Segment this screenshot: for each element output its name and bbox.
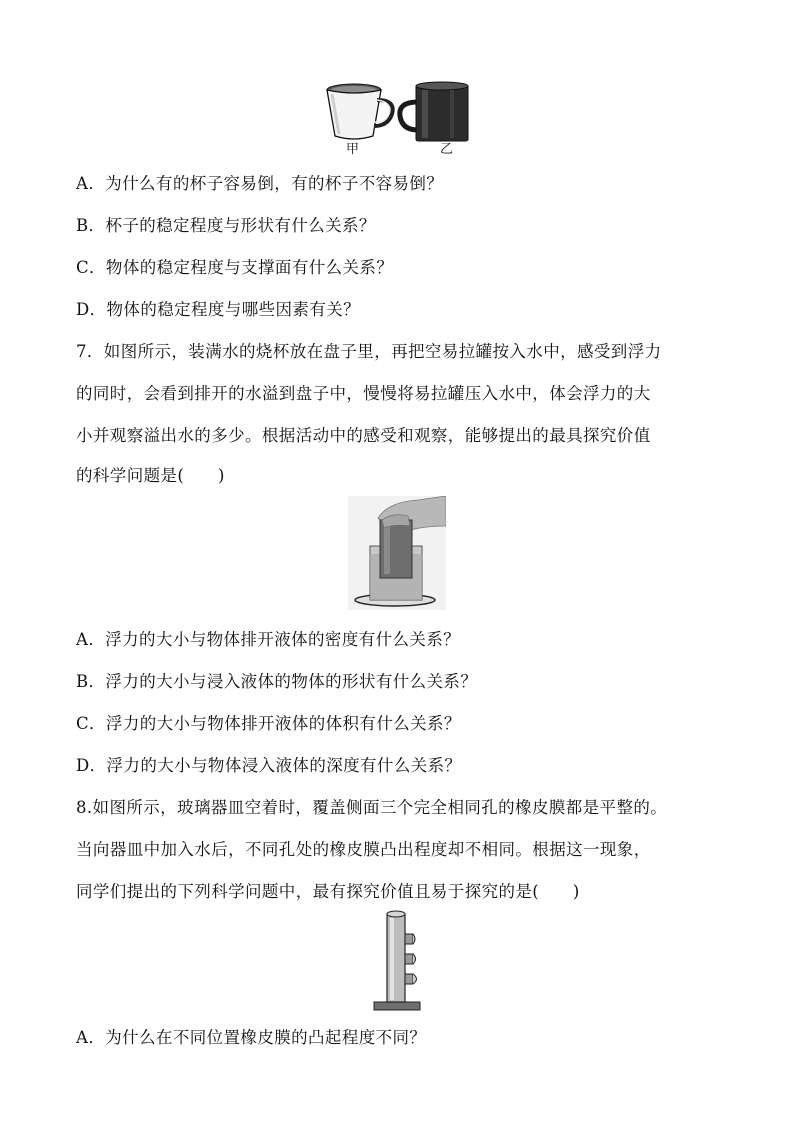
- membrane-top: [405, 934, 415, 944]
- beaker-figure: [348, 496, 446, 610]
- q7-option-c: C．浮力的大小与物体排开液体的体积有什么关系？: [76, 714, 461, 733]
- q6-option-d: D．物体的稳定程度与哪些因素有关？: [76, 300, 361, 319]
- q7-stem-line-3: 小并观察溢出水的多少。根据活动中的感受和观察，能够提出的最具探究价值: [76, 426, 651, 445]
- cups-figure: [322, 80, 472, 156]
- q7-stem-line-1: 7．如图所示，装满水的烧杯放在盘子里，再把空易拉罐按入水中，感受到浮力: [76, 342, 662, 361]
- q7-stem-line-2: 的同时，会看到排开的水溢到盘子中，慢慢将易拉罐压入水中，体会浮力的大: [76, 384, 651, 403]
- membrane-middle: [405, 954, 416, 964]
- tube-illustration: [370, 908, 430, 1012]
- cup-b-label: 乙: [440, 142, 454, 157]
- q7-option-d: D．浮力的大小与物体浸入液体的深度有什么关系？: [76, 756, 462, 775]
- tube-figure: [370, 908, 430, 1012]
- q8-stem-line-3: 同学们提出的下列科学问题中，最有探究价值且易于探究的是( ): [76, 882, 580, 901]
- membrane-bottom: [405, 974, 417, 984]
- cup-a-label: 甲: [346, 142, 360, 157]
- q8-option-a: A．为什么在不同位置橡皮膜的凸起程度不同？: [76, 1028, 427, 1047]
- q7-option-b: B．浮力的大小与浸入液体的物体的形状有什么关系？: [76, 672, 478, 691]
- q6-option-c: C．物体的稳定程度与支撑面有什么关系？: [76, 258, 394, 277]
- q6-option-a: A．为什么有的杯子容易倒，有的杯子不容易倒？: [76, 174, 444, 193]
- q8-stem-line-2: 当向器皿中加入水后，不同孔处的橡皮膜凸出程度却不相同。根据这一现象，: [76, 840, 651, 859]
- q8-stem-line-1: 8.如图所示，玻璃器皿空着时，覆盖侧面三个完全相同孔的橡皮膜都是平整的。: [76, 798, 668, 817]
- cup-a: [327, 84, 393, 139]
- q6-option-b: B．杯子的稳定程度与形状有什么关系？: [76, 216, 376, 235]
- q7-stem-line-4: 的科学问题是( ): [76, 466, 225, 485]
- cup-b: [400, 82, 468, 141]
- q7-option-a: A．浮力的大小与物体排开液体的密度有什么关系？: [76, 630, 461, 649]
- beaker-illustration: [348, 496, 446, 610]
